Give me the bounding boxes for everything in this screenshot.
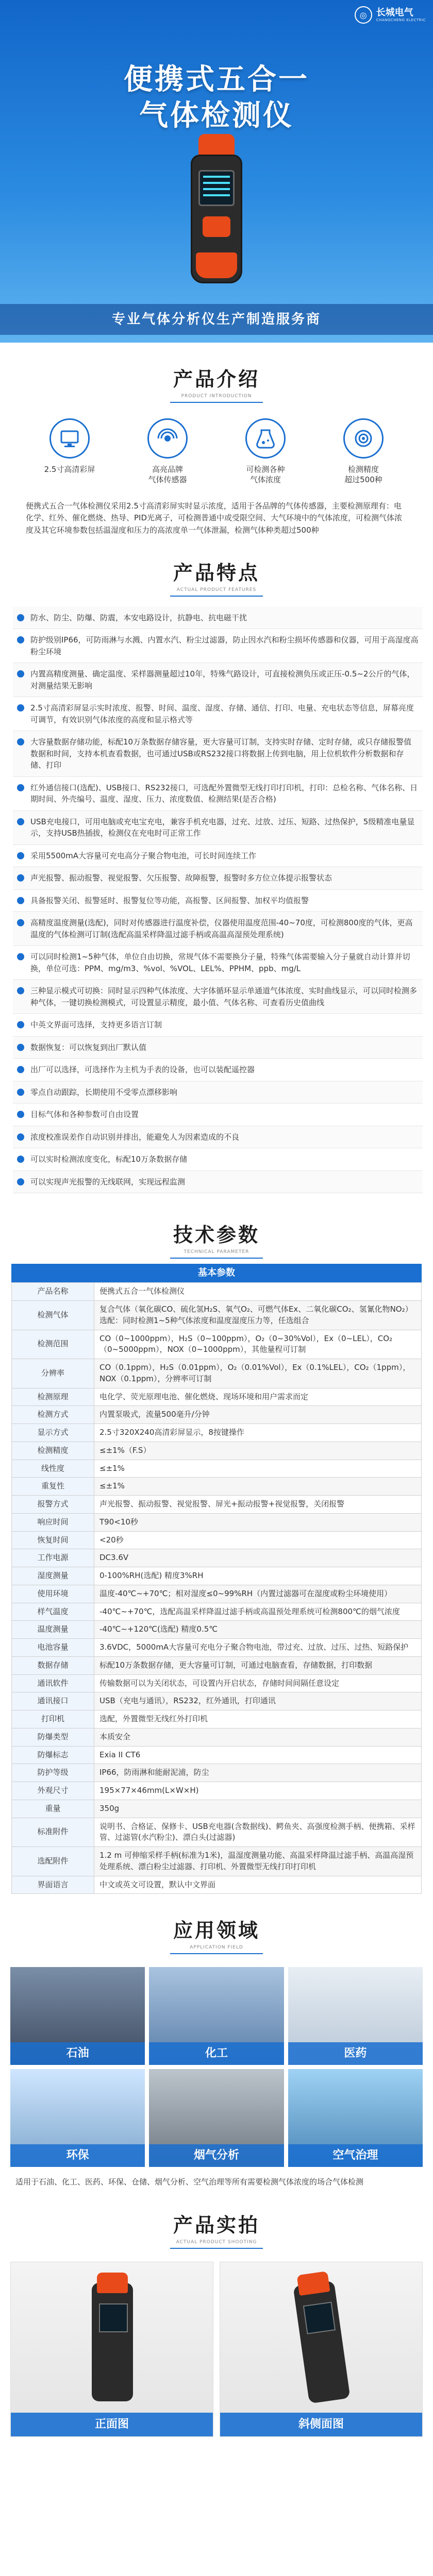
spec-row bbox=[12, 1710, 422, 1728]
feature-item bbox=[13, 1126, 423, 1149]
feature-text: 可以实现声光报警的无线联网，实现远程监测 bbox=[30, 1177, 186, 1187]
spec-key: 检测精度 bbox=[12, 1442, 94, 1460]
feature-item bbox=[13, 946, 423, 980]
precision-icon bbox=[343, 418, 384, 459]
bullet-icon bbox=[17, 1089, 24, 1096]
feature-item bbox=[13, 1081, 423, 1104]
intro-text: 便携式五合一气体检测仪采用2.5寸高清彩屏实时显示浓度，适用于各品牌的气体传感器，主要检测原理有：电化学、红外、催化燃烧、热导、PID光离子，可检测普通中或受限空间、大气环境中的气体浓度，可检测气体浓度及其它环境参数包括温湿度和压力的高浓度单一气体泄漏，检测气体种类超过500种 bbox=[26, 501, 403, 535]
spec-row bbox=[12, 1424, 422, 1442]
feature-item bbox=[13, 1059, 423, 1081]
spec-key: 分辨率 bbox=[12, 1359, 94, 1388]
spec-row bbox=[12, 1496, 422, 1514]
spec-key: 恢复时间 bbox=[12, 1531, 94, 1549]
feature-text: 浓度校准误差作自动识别并排出，能避免人为因素造成的不良 bbox=[30, 1132, 240, 1142]
feature-text: 防水、防尘、防爆、防震，本安电路设计，抗静电、抗电磁干扰 bbox=[30, 613, 247, 622]
section-subtitle: PRODUCT INTRODUCTION bbox=[181, 394, 252, 399]
application-tile bbox=[10, 2069, 145, 2167]
applications-section bbox=[0, 1894, 433, 2188]
device-front-image bbox=[92, 2283, 133, 2401]
spec-key: 湿度测量 bbox=[12, 1567, 94, 1585]
spec-row bbox=[12, 1549, 422, 1567]
spec-row bbox=[12, 1621, 422, 1639]
screen-icon bbox=[49, 418, 90, 459]
spec-row bbox=[12, 1388, 422, 1406]
divider bbox=[170, 596, 263, 597]
bullet-icon bbox=[17, 1021, 24, 1028]
spec-value: 0-100%RH(选配) 精度3%RH bbox=[94, 1567, 422, 1585]
spec-value: ≤±1%（F.S） bbox=[94, 1442, 422, 1460]
spec-row bbox=[12, 1478, 422, 1496]
applications-text: 适用于石油、化工、医药、环保、仓储、烟气分析、空气治理等所有需要检测气体浓度的场合气体检测 bbox=[15, 2177, 364, 2187]
spec-table bbox=[11, 1282, 422, 1894]
spec-key: 标准附件 bbox=[12, 1818, 94, 1847]
spec-key: 重量 bbox=[12, 1800, 94, 1818]
spec-row bbox=[12, 1301, 422, 1330]
feature-item bbox=[13, 607, 423, 630]
spec-key: 通讯软件 bbox=[12, 1674, 94, 1692]
spec-key: 样气温度 bbox=[12, 1603, 94, 1621]
feature-text: 零点自动跟踪，长期使用不受零点漂移影响 bbox=[30, 1087, 178, 1097]
hero-banner: 专业气体分析仪生产制造服务商 bbox=[0, 304, 433, 335]
intro-icon-label: 高亮品牌 气体传感器 bbox=[148, 465, 187, 484]
spec-row bbox=[12, 1359, 422, 1388]
feature-item bbox=[13, 1014, 423, 1037]
spec-value: 传输数据可以为关闭状态，可设置内开启状态，存储时间间隔任意设定 bbox=[94, 1674, 422, 1692]
spec-row bbox=[12, 1603, 422, 1621]
feature-text: 出厂可以选择，可选择作为主机为手表的设备，也可以装配遥控器 bbox=[30, 1065, 255, 1075]
spec-value: 195×77×46mm(L×W×H) bbox=[94, 1782, 422, 1800]
spec-value: T90<10秒 bbox=[94, 1513, 422, 1531]
photos-section bbox=[0, 2189, 433, 2437]
spec-row bbox=[12, 1800, 422, 1818]
spec-row bbox=[12, 1531, 422, 1549]
spec-row bbox=[12, 1406, 422, 1424]
intro-icon-item bbox=[322, 418, 405, 485]
spec-row bbox=[12, 1818, 422, 1847]
intro-icon-item bbox=[224, 418, 307, 485]
feature-text: USB充电接口，可用电脑或充电宝充电，兼容手机充电器，过充、过放、过压、短路、过热保护，5级精准电量显示，支持USB热插拔，检测仪在充电时可正常工作 bbox=[30, 817, 415, 838]
intro-icon-item bbox=[28, 418, 111, 485]
spec-value: 3.6VDC，5000mA大容量可充电分子聚合物电池，带过充、过放、过压、过热、短路保护 bbox=[94, 1639, 422, 1657]
hero-title-line1: 便携式五合一 bbox=[124, 63, 309, 96]
feature-text: 三种显示模式可切换：同时显示四种气体浓度、大字体循环显示单通道气体浓度、实时曲线显示，可以同时检测多种气体，一键切换检测模式，可设置显示精度，最小值、气体名称、可查看历史值曲线 bbox=[30, 986, 418, 1007]
bullet-icon bbox=[17, 784, 24, 791]
bullet-icon bbox=[17, 852, 24, 859]
spec-value: 350g bbox=[94, 1800, 422, 1818]
feature-text: 内置高精度测量、确定温度、采样器测量超过10年，特殊气路设计，可直接检测负压或正压-0.5~2公斤的气体，对测量结果无影响 bbox=[30, 669, 415, 690]
spec-row bbox=[12, 1442, 422, 1460]
spec-key: 防爆标志 bbox=[12, 1746, 94, 1764]
device-side-image bbox=[293, 2280, 350, 2403]
feature-item bbox=[13, 663, 423, 697]
spec-row bbox=[12, 1746, 422, 1764]
bullet-icon bbox=[17, 897, 24, 904]
section-subtitle: TECHNICAL PARAMETER bbox=[184, 1249, 249, 1255]
application-tile bbox=[288, 2069, 423, 2167]
photo-row bbox=[0, 2249, 433, 2437]
spec-value: USB（充电与通讯），RS232，红外通讯，打印通讯 bbox=[94, 1692, 422, 1710]
section-title: 产品特点 bbox=[173, 561, 260, 584]
spec-row bbox=[12, 1782, 422, 1800]
feature-text: 中英文界面可选择，支持更多语言订制 bbox=[30, 1020, 162, 1030]
bullet-icon bbox=[17, 1066, 24, 1073]
application-label: 烟气分析 bbox=[149, 2144, 284, 2167]
feature-item bbox=[13, 1037, 423, 1059]
spec-key: 通讯接口 bbox=[12, 1692, 94, 1710]
spec-key: 温度测量 bbox=[12, 1621, 94, 1639]
photo-side bbox=[220, 2262, 423, 2437]
brand-logo-icon: ◎ bbox=[355, 6, 372, 24]
application-label: 空气治理 bbox=[288, 2144, 423, 2167]
feature-text: 高精度温度测量(选配)，同时对传感器进行温度补偿，仪器使用温度范围-40~70度，可检测800度的气体，更高温度的气体检测可订制(选配高温采样降温过滤手柄或高温高湿预处理系统) bbox=[30, 918, 413, 939]
application-tile bbox=[149, 2069, 284, 2167]
spec-key: 界面语言 bbox=[12, 1876, 94, 1894]
bullet-icon bbox=[17, 1133, 24, 1141]
spec-table-wrap bbox=[0, 1259, 433, 1894]
hero-title-line2: 气体检测仪 bbox=[139, 99, 294, 132]
section-title: 技术参数 bbox=[173, 1224, 260, 1247]
application-tile bbox=[288, 1967, 423, 2065]
photo-front bbox=[10, 2262, 213, 2437]
section-title: 应用领域 bbox=[173, 1919, 260, 1942]
bullet-icon bbox=[17, 1111, 24, 1118]
application-label: 环保 bbox=[10, 2144, 145, 2167]
spec-value: <20秒 bbox=[94, 1531, 422, 1549]
sensor-icon bbox=[147, 418, 188, 459]
brand[interactable] bbox=[355, 6, 426, 24]
spec-key: 电池容量 bbox=[12, 1639, 94, 1657]
spec-key: 检测原理 bbox=[12, 1388, 94, 1406]
spec-row bbox=[12, 1876, 422, 1894]
bullet-icon bbox=[17, 919, 24, 926]
brand-name: 长城电气 bbox=[376, 7, 413, 19]
feature-item bbox=[13, 1171, 423, 1194]
spec-key: 选配附件 bbox=[12, 1847, 94, 1876]
spec-key: 报警方式 bbox=[12, 1496, 94, 1514]
spec-key: 外观尺寸 bbox=[12, 1782, 94, 1800]
spec-row bbox=[12, 1674, 422, 1692]
intro-icons bbox=[0, 403, 433, 490]
spec-key: 防爆类型 bbox=[12, 1728, 94, 1746]
spec-value: -40℃~+70℃，选配高温采样降温过滤手柄或高温预处理系统可检测800℃的烟气浓度 bbox=[94, 1603, 422, 1621]
spec-value: CO（0.1ppm），H₂S（0.01ppm），O₂（0.01%Vol），Ex（0.1%LEL），CO₂（1ppm），NOX（0.1ppm），分辨率可订制 bbox=[94, 1359, 422, 1388]
feature-item bbox=[13, 731, 423, 777]
spec-value: 中文或英文可设置，默认中文界面 bbox=[94, 1876, 422, 1894]
spec-value: 电化学、荧光原理电池、催化燃烧、现场环境和用户需求而定 bbox=[94, 1388, 422, 1406]
spec-value: 标配10万条数据存储，更大容量可订制，可通过电脑查看，存储数据，打印数据 bbox=[94, 1656, 422, 1674]
feature-item bbox=[13, 629, 423, 663]
spec-row bbox=[12, 1283, 422, 1301]
feature-item bbox=[13, 890, 423, 912]
spec-value: IP66，防雨淋和能耐泥浦，防尘 bbox=[94, 1764, 422, 1782]
spec-row bbox=[12, 1764, 422, 1782]
bullet-icon bbox=[17, 1178, 24, 1185]
bullet-icon bbox=[17, 987, 24, 994]
feature-text: 防护级别IP66，可防雨淋与水溅、内置水汽、粉尘过滤器，防止因水汽和粉尘损坏传感器和仪器，可用于高湿度高粉尘环境 bbox=[30, 635, 419, 656]
spec-row bbox=[12, 1847, 422, 1876]
spec-value: CO（0~1000ppm），H₂S（0~100ppm），O₂（0~30%Vol），Ex（0~LEL），CO₂（0~5000ppm），NOX（0~1000ppm），其他量程可订制 bbox=[94, 1330, 422, 1359]
spec-key: 检测气体 bbox=[12, 1301, 94, 1330]
hero-title bbox=[0, 62, 433, 134]
feature-item bbox=[13, 1148, 423, 1171]
section-subtitle: ACTUAL PRODUCT SHOOTING bbox=[176, 2239, 257, 2245]
feature-item bbox=[13, 697, 423, 731]
feature-text: 目标气体和各种参数可自由设置 bbox=[30, 1110, 139, 1120]
spec-section bbox=[0, 1198, 433, 1894]
spec-key: 防护等级 bbox=[12, 1764, 94, 1782]
spec-row bbox=[12, 1728, 422, 1746]
spec-row bbox=[12, 1692, 422, 1710]
bullet-icon bbox=[17, 738, 24, 745]
bullet-icon bbox=[17, 704, 24, 711]
spec-value: 内置泵吸式，流量500毫升/分钟 bbox=[94, 1406, 422, 1424]
spec-value: 温度-40℃~+70℃；相对湿度≤0~99%RH（内置过滤器可在湿度或粉尘环境使用） bbox=[94, 1585, 422, 1603]
spec-row bbox=[12, 1585, 422, 1603]
spec-key: 重复性 bbox=[12, 1478, 94, 1496]
spec-row bbox=[12, 1330, 422, 1359]
bullet-icon bbox=[17, 953, 24, 960]
application-tile bbox=[149, 1967, 284, 2065]
feature-item bbox=[13, 811, 423, 845]
spec-row bbox=[12, 1460, 422, 1478]
bullet-icon bbox=[17, 636, 24, 643]
spec-key: 使用环境 bbox=[12, 1585, 94, 1603]
features-list bbox=[0, 602, 433, 1199]
photo-caption: 正面图 bbox=[11, 2413, 213, 2436]
feature-text: 可以实时检测浓度变化，标配10万条数据存储 bbox=[30, 1155, 188, 1164]
feature-text: 红外通信接口(选配)、USB接口、RS232接口，可选配外置微型无线打印打印机，打印：总检名称、气体名称、日期时间、外壳编号、温度、湿度、压力、浓度数值、检测结果(是否合格) bbox=[30, 783, 418, 804]
feature-item bbox=[13, 845, 423, 868]
spec-row bbox=[12, 1656, 422, 1674]
intro-icon-label: 可检测各种 气体浓度 bbox=[246, 465, 285, 484]
spec-key: 数据存储 bbox=[12, 1656, 94, 1674]
feature-item bbox=[13, 777, 423, 811]
feature-text: 具备报警关闭、报警延时、报警复位等功能，高报警、区间报警、加权平均值报警 bbox=[30, 895, 309, 905]
section-title: 产品介绍 bbox=[173, 368, 260, 391]
applications-grid bbox=[0, 1954, 433, 2167]
spec-key: 打印机 bbox=[12, 1710, 94, 1728]
spec-key: 响应时间 bbox=[12, 1513, 94, 1531]
bullet-icon bbox=[17, 874, 24, 882]
intro-section bbox=[0, 343, 433, 536]
bullet-icon bbox=[17, 614, 24, 621]
application-label: 医药 bbox=[288, 2042, 423, 2065]
application-tile bbox=[10, 1967, 145, 2065]
section-subtitle: ACTUAL PRODUCT FEATURES bbox=[176, 587, 257, 592]
application-label: 石油 bbox=[10, 2042, 145, 2065]
application-label: 化工 bbox=[149, 2042, 284, 2065]
section-subtitle: APPLICATION FIELD bbox=[190, 1945, 243, 1951]
hero-section bbox=[0, 0, 433, 343]
spec-table-title: 基本参数 bbox=[11, 1264, 422, 1282]
spec-key: 显示方式 bbox=[12, 1424, 94, 1442]
spec-row bbox=[12, 1567, 422, 1585]
spec-value: 复合气体（氧化碳CO、硫化氢H₂S、氧气O₂、可燃气体Ex、二氧化碳CO₂、氢氰化物NO₂）选配：同时检测1~5种气体浓度和温度湿度压力等，任选组合 bbox=[94, 1301, 422, 1330]
spec-value: 1.2 m 可伸缩采样手柄(标准为1米)，温湿度测量功能、高温采样降温过滤手柄、高温高湿预处理系统、漂白粉尘过滤器、打印机、外置微型无线打印打印机 bbox=[94, 1847, 422, 1876]
spec-key: 工作电源 bbox=[12, 1549, 94, 1567]
feature-text: 可以同时检测1~5种气体，单位自由切换，常规气体不需要换分子量，特殊气体需要输入分子量就自动计算并切换，单位可选：PPM、mg/m3、%vol、%VOL、LEL%、PPHM、ppb、mg/L bbox=[30, 952, 410, 973]
bullet-icon bbox=[17, 818, 24, 825]
spec-value: 声光报警、振动报警、视觉报警、屏光+振动报警+视觉报警，关闭报警 bbox=[94, 1496, 422, 1514]
spec-value: -40℃~+120℃(选配) 精度0.5℃ bbox=[94, 1621, 422, 1639]
spec-key: 产品名称 bbox=[12, 1283, 94, 1301]
spec-value: 便携式五合一气体检测仪 bbox=[94, 1283, 422, 1301]
bullet-icon bbox=[17, 670, 24, 677]
feature-item bbox=[13, 1104, 423, 1126]
spec-key: 检测方式 bbox=[12, 1406, 94, 1424]
intro-icon-label: 检测精度 超过500种 bbox=[344, 465, 382, 484]
feature-item bbox=[13, 867, 423, 890]
spec-key: 检测范围 bbox=[12, 1330, 94, 1359]
feature-item bbox=[13, 980, 423, 1014]
feature-text: 数据恢复：可以恢复到出厂默认值 bbox=[30, 1042, 147, 1052]
feature-text: 采用5500mA大容量可充电高分子聚合物电池，可长时间连续工作 bbox=[30, 851, 257, 860]
product-image bbox=[183, 134, 250, 289]
spec-value: 说明书、合格证、保修卡、USB充电器(含数据线)、鳄鱼夹、高强度检测手柄、便携箱、采样管、过滤管(水汽粉尘)、漂白头(过滤器) bbox=[94, 1818, 422, 1847]
bullet-icon bbox=[17, 1156, 24, 1163]
brand-subtitle: CHANGCHENG ELECTRIC bbox=[376, 18, 426, 22]
feature-text: 2.5寸高清彩屏显示实时浓度、报警、时间、温度、湿度、存储、通信、打印、电量、充电状态等信息，屏幕亮度可调节，有效识别气体浓度的高度和显示格式等 bbox=[30, 703, 414, 724]
gas-icon bbox=[245, 418, 286, 459]
features-section bbox=[0, 536, 433, 1199]
intro-icon-item bbox=[126, 418, 209, 485]
spec-value: DC3.6V bbox=[94, 1549, 422, 1567]
feature-item bbox=[13, 912, 423, 946]
spec-value: 2.5寸320X240高清彩屏显示，8按键操作 bbox=[94, 1424, 422, 1442]
spec-value: ≤±1% bbox=[94, 1478, 422, 1496]
photo-caption: 斜侧面图 bbox=[220, 2413, 422, 2436]
spec-row bbox=[12, 1639, 422, 1657]
spec-value: Exia II CT6 bbox=[94, 1746, 422, 1764]
spec-value: 本质安全 bbox=[94, 1728, 422, 1746]
bullet-icon bbox=[17, 1044, 24, 1051]
spec-row bbox=[12, 1513, 422, 1531]
spec-key: 线性度 bbox=[12, 1460, 94, 1478]
spec-value: ≤±1% bbox=[94, 1460, 422, 1478]
intro-icon-label: 2.5寸高清彩屏 bbox=[44, 465, 95, 474]
spec-value: 选配，外置微型无线红外打印机 bbox=[94, 1710, 422, 1728]
feature-text: 声光报警、振动报警、视觉报警、欠压报警、故障报警，报警时多方位立体提示报警状态 bbox=[30, 873, 332, 883]
feature-text: 大容量数据存储功能，标配10万条数据存储容量，更大容量可订制，支持实时存储、定时存储，或只存储报警值数据和时间，支持本机查看数据，也可通过USB或RS232接口将数据上传到电脑，用上位机软件分析数据和存储、打印 bbox=[30, 737, 412, 770]
section-title: 产品实拍 bbox=[173, 2213, 260, 2236]
